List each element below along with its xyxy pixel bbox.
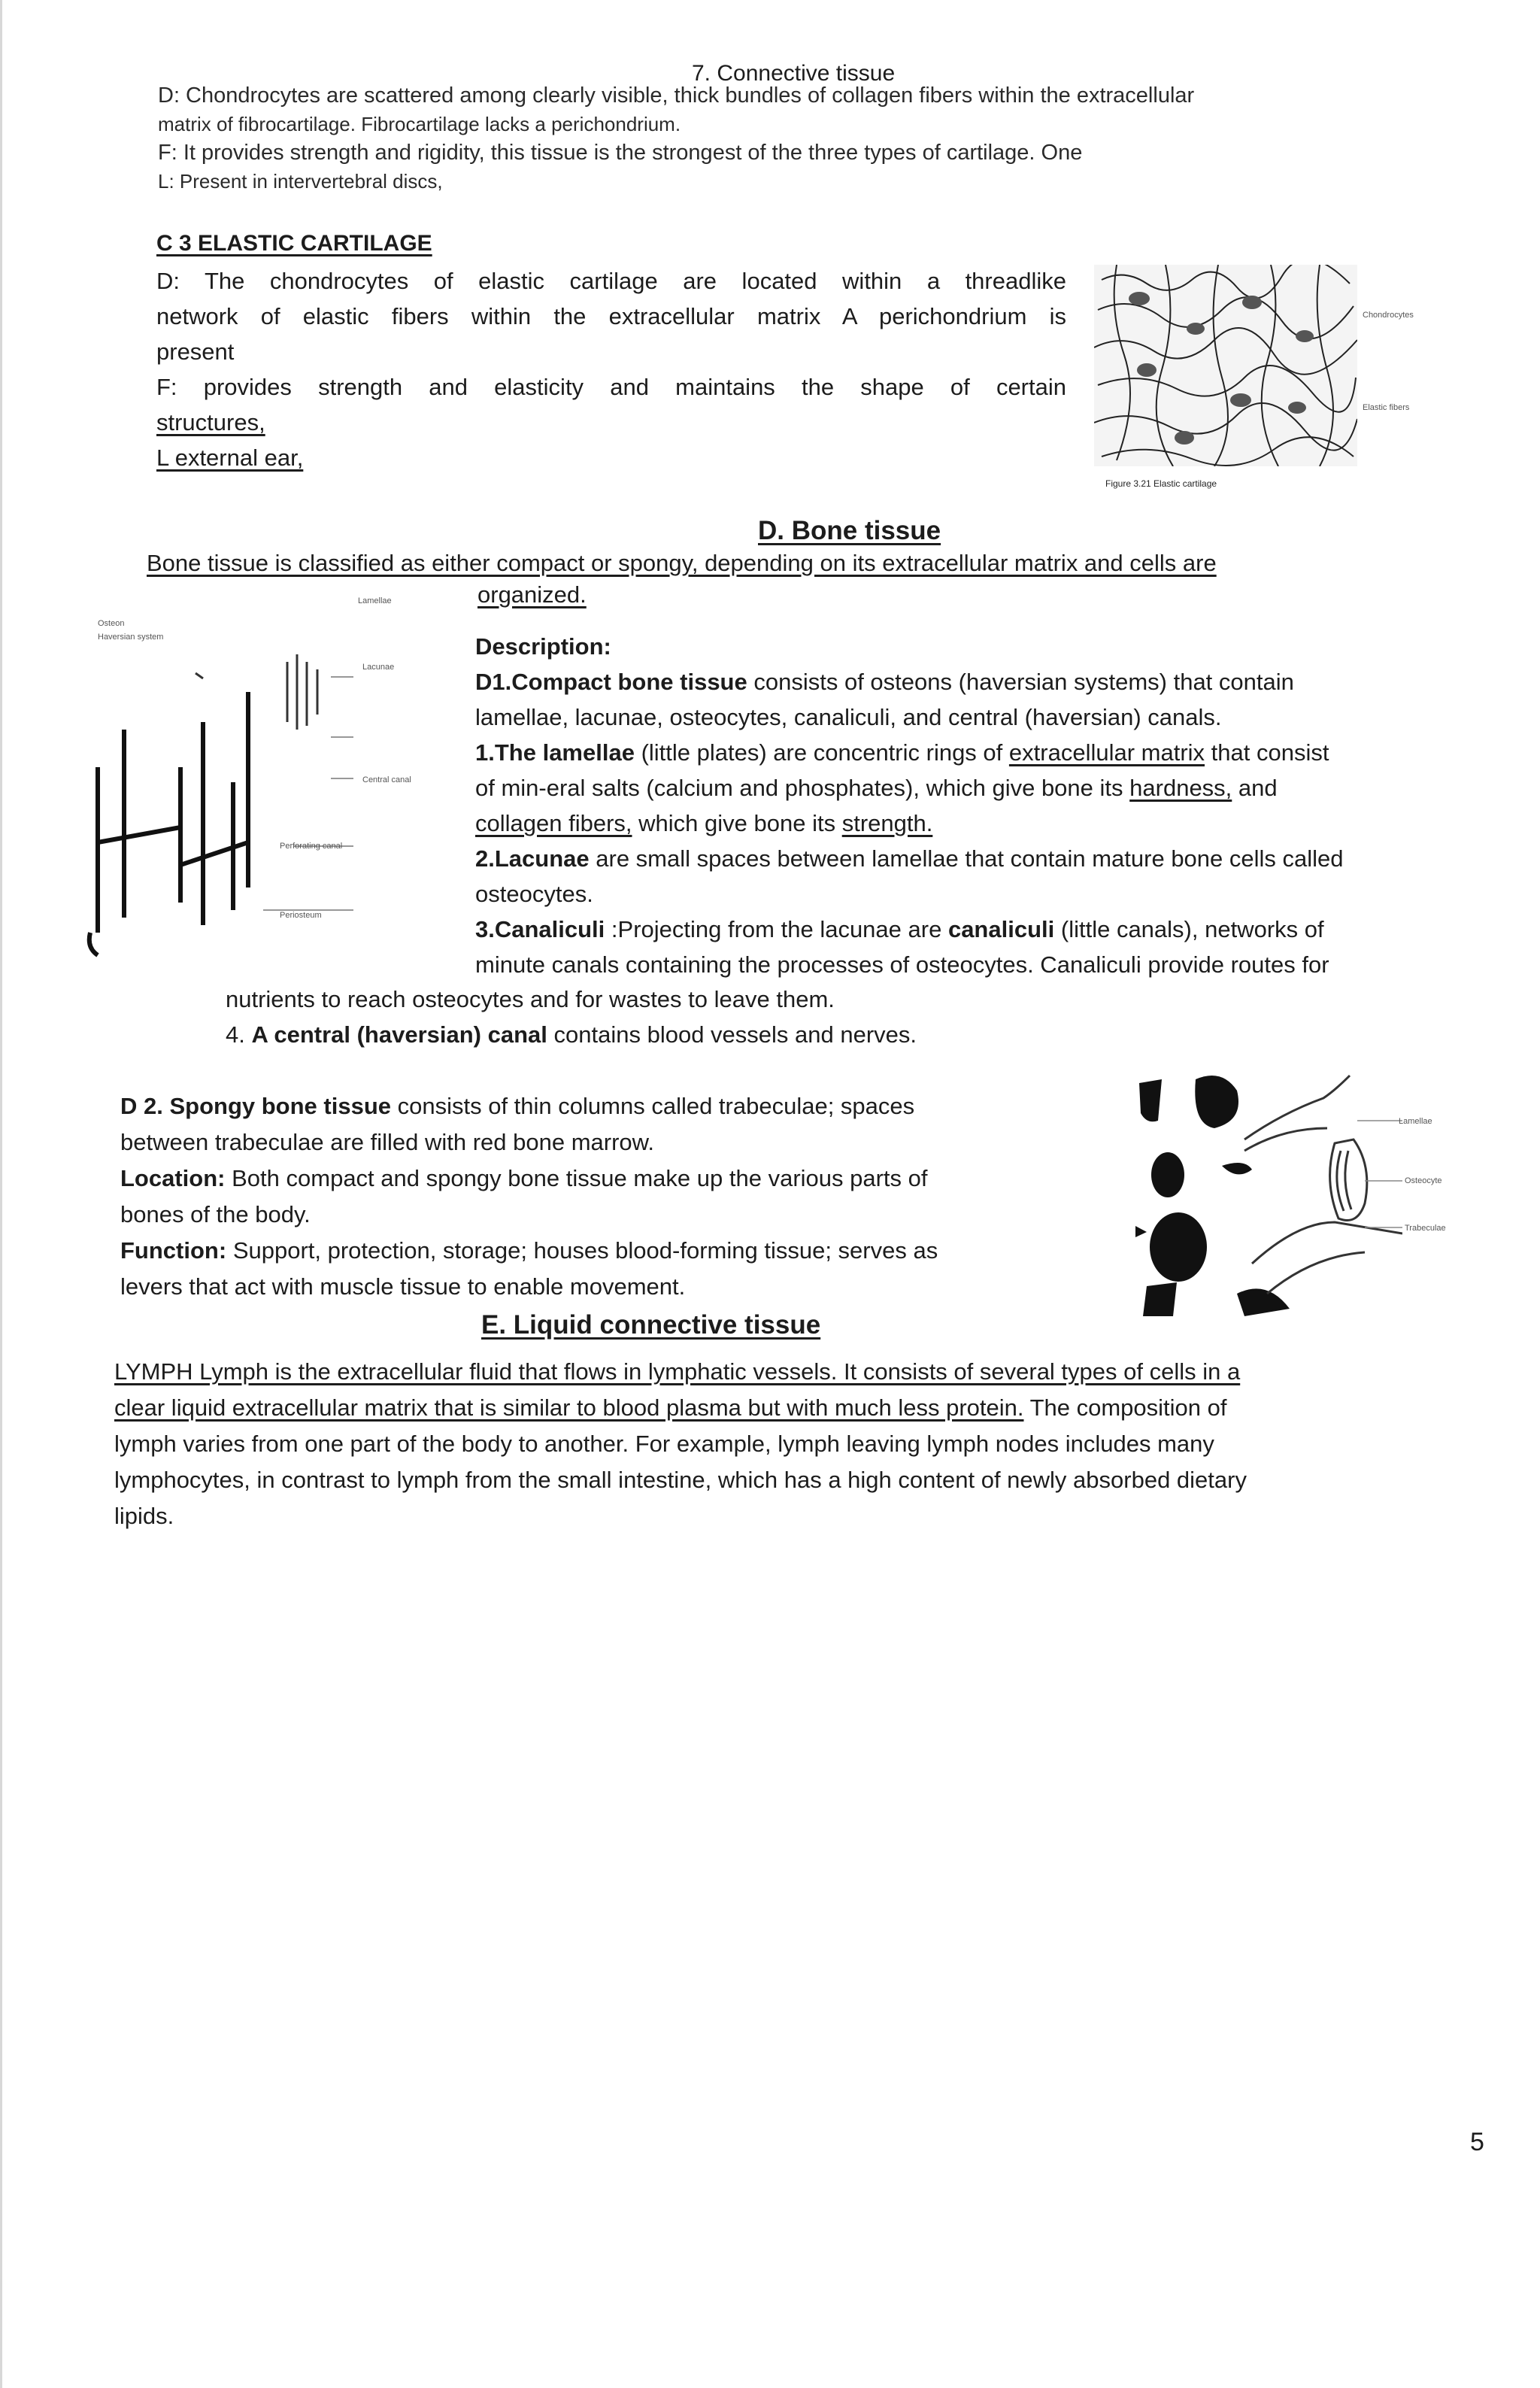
location-line-2: bones of the body. — [120, 1201, 311, 1227]
spongy-label-lamellae: Lamellae — [1399, 1117, 1432, 1126]
spongy-bone-figure — [1132, 1068, 1402, 1316]
page-edge — [0, 0, 2, 2388]
p2-label: 2.Lacunae — [475, 845, 590, 872]
lymph-line2-u: clear liquid extracellular matrix that is similar to blood plasma but with much less protein. — [114, 1394, 1024, 1421]
fibrocartilage-section — [158, 81, 1194, 196]
function-line-2: levers that act with muscle tissue to enable movement. — [120, 1273, 686, 1300]
elastic-func-2: structures, — [156, 409, 265, 435]
lymph-line2-rest: The composition of — [1029, 1394, 1227, 1421]
p3-line-2: minute canals containing the processes of osteocytes. Canaliculi provide routes for — [475, 951, 1329, 978]
p1-line-1 — [475, 735, 1460, 770]
bone-intro-line-1: Bone tissue is classified as either compact or spongy, depending on its extracellular matrix and cells are — [147, 550, 1217, 576]
elastic-cartilage-text — [156, 263, 1066, 475]
elastic-heading-text: C 3 ELASTIC CARTILAGE — [156, 231, 432, 256]
p1-text-a: (little plates) are concentric rings of — [641, 739, 1003, 766]
bone-fig-label-central-canal: Central canal — [362, 775, 411, 784]
bone-fig-label-haversian: Haversian system — [98, 633, 164, 642]
fibro-line-4: L: Present in intervertebral discs, — [158, 170, 443, 193]
p4-number: 4. — [226, 1021, 245, 1048]
bone-fig-label-periosteum: Periosteum — [280, 911, 322, 920]
elastic-loc-1: L external ear, — [156, 445, 304, 471]
fibro-line-1: D: Chondrocytes are scattered among clearly visible, thick bundles of collagen fibers within the extracellular — [158, 83, 1195, 108]
location-line-1 — [120, 1161, 1105, 1197]
d2-line-2: between trabeculae are filled with red bone marrow. — [120, 1129, 654, 1155]
d2-line-1 — [120, 1088, 1105, 1124]
d1-line-1 — [475, 664, 1460, 699]
p4-label: A central (haversian) canal — [251, 1021, 547, 1048]
p3-label: 3.Canaliculi — [475, 916, 605, 942]
bone-tissue-heading — [758, 513, 941, 549]
elastic-label-chondrocytes: Chondrocytes — [1363, 311, 1414, 320]
p1-line3-u1: collagen fibers, — [475, 810, 632, 836]
spongy-bone-text — [120, 1088, 1105, 1305]
page-number — [1470, 2124, 1484, 2160]
lymph-line-5: lipids. — [114, 1503, 174, 1529]
p1-label: 1.The lamellae — [475, 739, 635, 766]
function-label: Function: — [120, 1237, 227, 1264]
bone-fig-label-perforating-canal: Perforating canal — [280, 842, 343, 851]
fibro-line-3: F: It provides strength and rigidity, this tissue is the strongest of the three types of cartilage. One — [158, 141, 1083, 165]
p1-line-2 — [475, 770, 1460, 806]
lymph-line-2 — [114, 1390, 1483, 1426]
spongy-label-osteocyte: Osteocyte — [1405, 1176, 1442, 1185]
elastic-func-1: F: provides strength and elasticity and maintains the shape of certain — [156, 374, 1066, 400]
p1-text-b: that consist — [1211, 739, 1329, 766]
description-label: Description: — [475, 633, 611, 660]
elastic-figure-caption: Figure 3.21 Elastic cartilage — [1105, 478, 1217, 489]
bone-intro — [147, 548, 1217, 611]
function-text: Support, protection, storage; houses blood-forming tissue; serves as — [232, 1237, 938, 1264]
elastic-cartilage-heading — [156, 226, 432, 262]
elastic-desc-2: network of elastic fibers within the extracellular matrix A perichondrium is — [156, 303, 1066, 329]
p4-text: contains blood vessels and nerves. — [553, 1021, 917, 1048]
d2-label: D 2. Spongy bone tissue — [120, 1093, 391, 1119]
lymph-line-1: LYMPH Lymph is the extracellular fluid that flows in lymphatic vessels. It consists of several types of cells in a — [114, 1358, 1241, 1385]
p3-text-a: :Projecting from the lacunae are — [611, 916, 942, 942]
bone-fig-label-lacunae: Lacunae — [362, 663, 395, 672]
p1-line2-b: and — [1238, 775, 1278, 801]
p1-line-3 — [475, 806, 1460, 841]
bone-heading-text: D. Bone tissue — [758, 516, 941, 545]
d2-text: consists of thin columns called trabeculae; spaces — [397, 1093, 915, 1119]
p1-line3-a: which give bone its — [638, 810, 836, 836]
elastic-desc-1: D: The chondrocytes of elastic cartilage are located within a threadlike — [156, 268, 1066, 294]
p3-text-b: canaliculi — [947, 916, 1055, 942]
spongy-label-trabeculae: Trabeculae — [1405, 1224, 1446, 1233]
bone-intro-line-2: organized. — [477, 581, 587, 608]
bone-fig-label-osteon: Osteon — [98, 619, 125, 628]
p4-line — [226, 1017, 917, 1052]
page-number-text: 5 — [1470, 2128, 1484, 2156]
bone-fig-label-lamellae: Lamellae — [358, 596, 392, 605]
fibro-line-2: matrix of fibrocartilage. Fibrocartilage lacks a perichondrium. — [158, 113, 681, 135]
p1-line2-u: hardness, — [1129, 775, 1232, 801]
p3-line-3: nutrients to reach osteocytes and for wastes to leave them. — [226, 986, 835, 1012]
p1-line2-a: of min-eral salts (calcium and phosphates), which give bone its — [475, 775, 1123, 801]
p1-text-u: extracellular matrix — [1008, 739, 1205, 766]
page-title-text: 7. Connective tissue — [692, 61, 896, 86]
p2-line-1 — [475, 841, 1460, 876]
d1-line-2: lamellae, lacunae, osteocytes, canaliculi, and central (haversian) canals. — [475, 704, 1222, 730]
elastic-desc-3: present — [156, 338, 235, 365]
d1-text: consists of osteons (haversian systems) that contain — [753, 669, 1294, 695]
location-text: Both compact and spongy bone tissue make up the various parts of — [232, 1165, 928, 1191]
function-line-1 — [120, 1233, 1105, 1269]
liquid-heading-text: E. Liquid connective tissue — [481, 1310, 821, 1340]
p2-text: are small spaces between lamellae that contain mature bone cells called — [596, 845, 1344, 872]
p2-line-2: osteocytes. — [475, 881, 593, 907]
d1-label: D1.Compact bone tissue — [475, 669, 747, 695]
liquid-tissue-heading — [481, 1307, 820, 1343]
elastic-label-fibers: Elastic fibers — [1363, 403, 1410, 412]
p3-text-c: (little canals), networks of — [1060, 916, 1324, 942]
location-label: Location: — [120, 1165, 226, 1191]
lymph-line-3: lymph varies from one part of the body to another. For example, lymph leaving lymph nodes includes many — [114, 1431, 1214, 1457]
lymph-line-4: lymphocytes, in contrast to lymph from the small intestine, which has a high content of newly absorbed dietary — [114, 1467, 1247, 1493]
p1-line3-u2: strength. — [841, 810, 933, 836]
lymph-paragraph — [114, 1354, 1483, 1534]
p3-line-1 — [475, 912, 1460, 947]
elastic-cartilage-micrograph — [1094, 265, 1357, 466]
compact-bone-text-tail — [226, 982, 917, 1052]
compact-bone-text — [475, 629, 1460, 982]
